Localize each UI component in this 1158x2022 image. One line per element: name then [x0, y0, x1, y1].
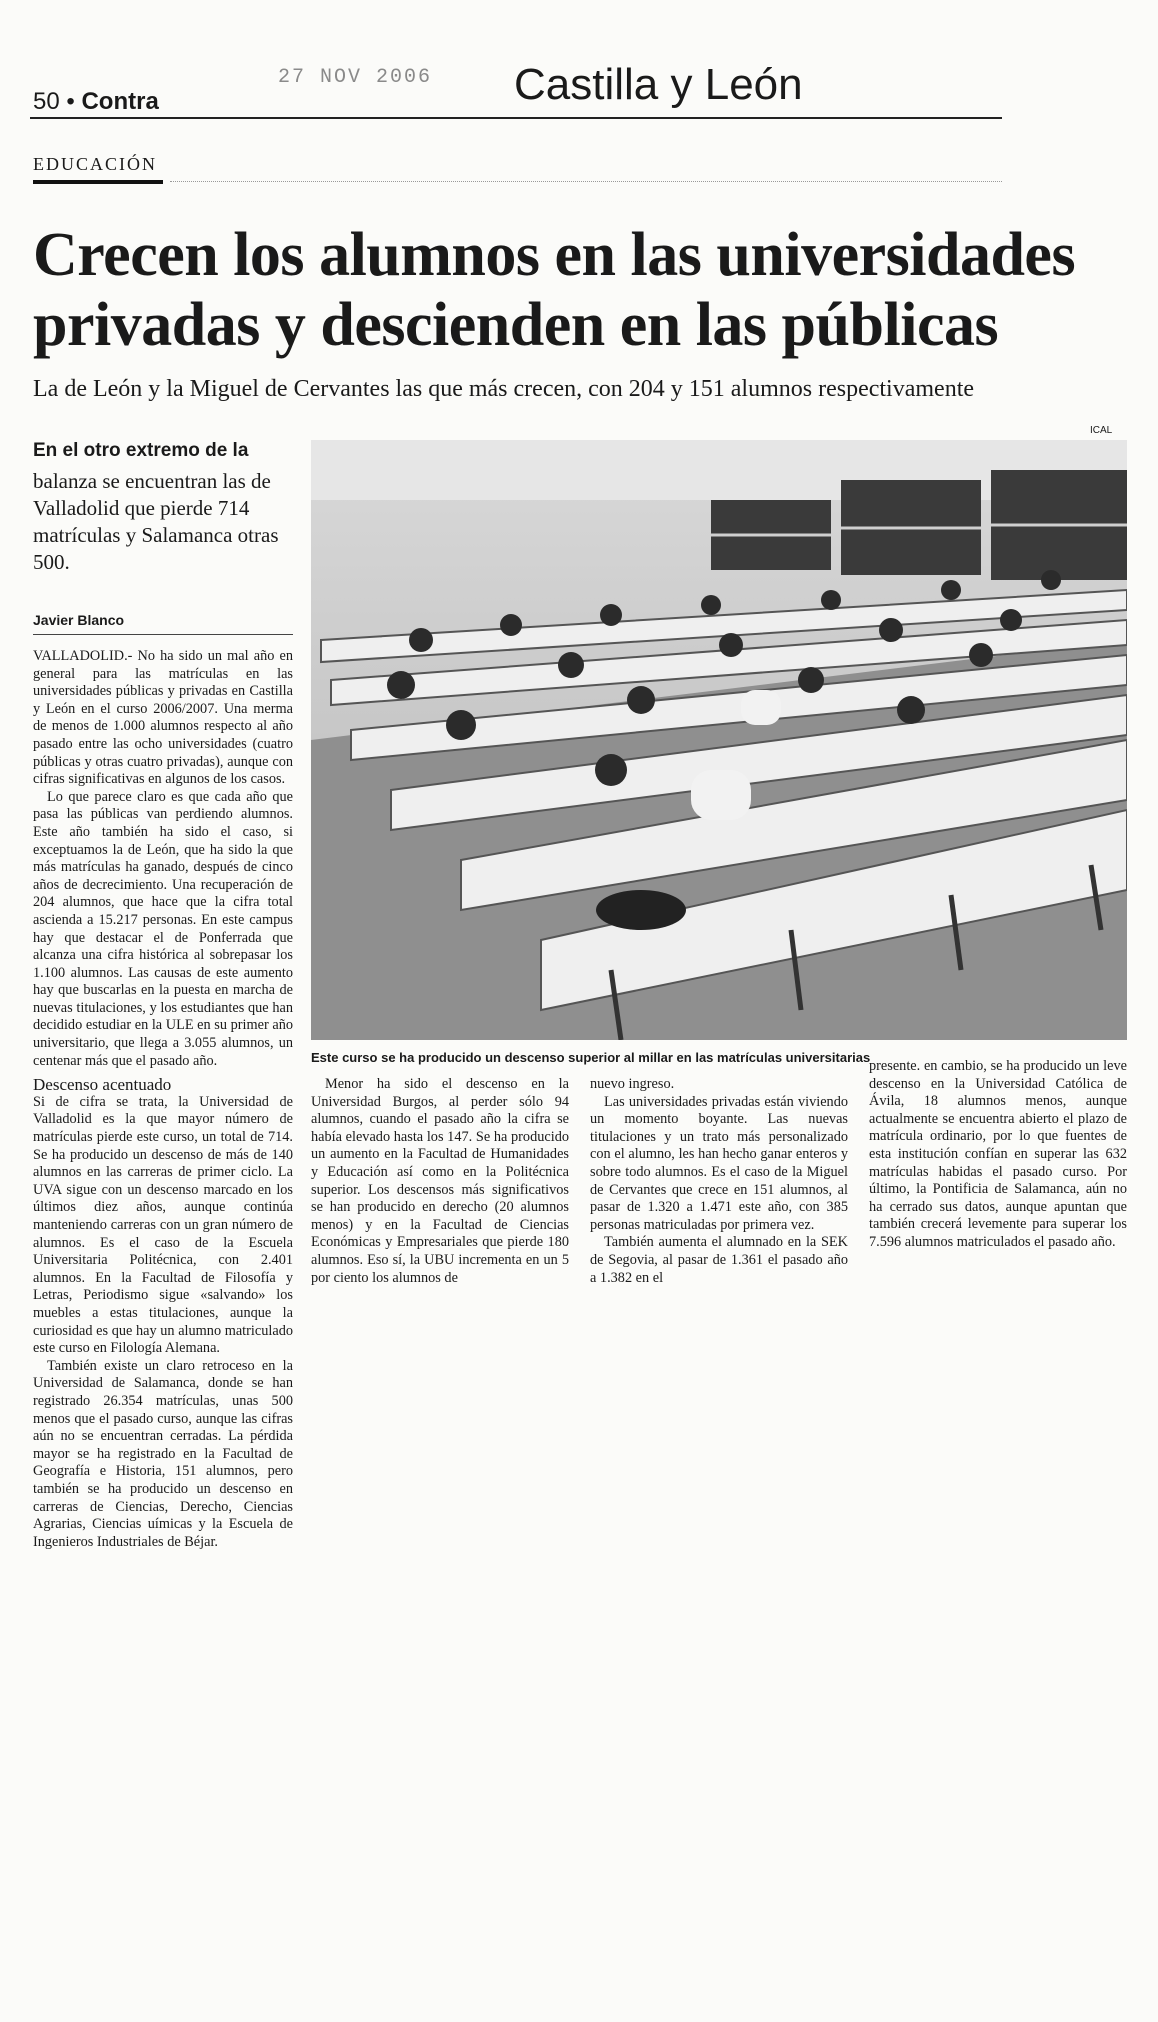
- pullquote-lead: En el otro extremo de la: [33, 440, 249, 461]
- author-rule: [33, 634, 293, 635]
- page-folio: [33, 88, 159, 116]
- paragraph: También existe un claro retroceso en la Universidad de Salamanca, donde se han registrado 26.354 matrículas, unas 500 menos que el pasado curso, aunque las cifras aún no se encuentran cerradas. La pérdida mayor se ha registrado en la Facultad de Geografía e Historia, 151 alumnos, pero también se ha producido un descenso en carreras de Ciencias, Derecho, Ciencias Agrarias, Ciencias uímicas y la Escuela de Ingenieros Industriales de Béjar.: [33, 1357, 293, 1550]
- subhead-descenso: Descenso acentuado: [33, 1075, 172, 1095]
- headline: Crecen los alumnos en las universidades privadas y descienden en las públicas: [33, 221, 1076, 359]
- section-bar: [33, 180, 163, 184]
- pullquote-text: balanza se encuentran las de Valladolid que pierde 714 matrículas y Salamanca otras 500.: [33, 469, 279, 574]
- photo-caption: Este curso se ha producido un descenso superior al millar en las matrículas universitarias: [311, 1050, 871, 1065]
- folio-bullet: •: [66, 88, 75, 115]
- paragraph: Si de cifra se trata, la Universidad de Valladolid es la que mayor número de matrículas pierde este curso, un total de 714. Se ha producido un descenso de más de 140 alumnos en las carreras de primer ciclo. La UVA sigue con un descenso marcado en los últimos diez años, aunque continúa manteniendo carreras con un gran número de alumnos. Es el caso de la Escuela Universitaria Politécnica, con 2.401 alumnos. En la Facultad de Filosofía y Letras, Periodismo sigue «salvando» los muebles a estas titulaciones, aunque la curiosidad es que hay un alumno matriculado este curso en Filología Alemana.: [33, 1093, 293, 1357]
- article-column-3: [590, 1076, 848, 1287]
- classroom-illustration: [311, 440, 1127, 1040]
- section-name: EDUCACIÓN: [33, 154, 157, 174]
- section-dotted-rule: [170, 181, 1002, 182]
- paragraph: nuevo ingreso.: [590, 1076, 675, 1092]
- section-label: Contra: [81, 88, 159, 115]
- photo-credit: ICAL: [1090, 425, 1113, 436]
- header-rule: [30, 117, 1002, 119]
- subheadline: La de León y la Miguel de Cervantes las que más crecen, con 204 y 151 alumnos respectivamente: [33, 376, 975, 402]
- article-column-1: [33, 648, 293, 1551]
- page-number: 50: [33, 88, 60, 115]
- paragraph: Las universidades privadas están viviendo un momento boyante. Las nuevas titulaciones y un trato más personalizado con el alumno, les han hecho ganar enteros y sobre todo alumnos. Es el caso de la Miguel de Cervantes que crece en 151 alumnos, al pasar de 1.320 a 1.471 este año, con 385 personas matriculadas por primera vez.: [590, 1093, 848, 1233]
- article-column-2: [311, 1076, 569, 1287]
- paragraph: También aumenta el alumnado en la SEK de Segovia, al pasar de 1.361 el pasado año a 1.382 en el: [590, 1234, 848, 1286]
- region-title: Castilla y León: [514, 60, 803, 109]
- paragraph: VALLADOLID.- No ha sido un mal año en general para las matrículas en las universidades públicas y privadas en Castilla y León en el curso 2006/2007. Una merma de menos de 1.000 alumnos respecto al año pasado entre las ocho universidades (cuatro públicas y otras cuatro privadas), aunque con cifras significativas en algunos de los casos.: [33, 648, 293, 788]
- classroom-photo: [311, 440, 1127, 1040]
- paragraph: presente. en cambio, se ha producido un leve descenso en la Universidad Católica de Ávila, 18 alumnos menos, aunque actualmente se encuentra abierto el plazo de matrícula ordinario, por lo que fuentes de esta institución confían en superar las 632 matrículas habidas el pasado curso. Por último, la Pontificia de Salamanca, aún no ha cerrado sus datos, aunque apuntan que también crecerá levemente para superar los 7.596 alumnos matriculados el pasado año.: [869, 1058, 1127, 1250]
- article-column-4: [869, 1058, 1127, 1252]
- paragraph: Lo que parece claro es que cada año que pasa las públicas van perdiendo alumnos. Este año también ha sido el caso, si exceptuamos la de León, que ha sido la que más matrículas ha ganado, después de cinco años de decrecimiento. Una recuperación de 204 alumnos, que hace que la cifra total ascienda a 15.217 personas. En este campus hay que destacar el de Ponferrada que alcanza una cifra histórica al sobrepasar los 1.100 alumnos. Las causas de este aumento hay que buscarlas en la puesta en marcha de nuevas titulaciones, y los estudiantes que han decidido estudiar en la ULE en su primer año universitario, que llega a 3.055 alumnos, un centenar más que el pasado año.: [33, 788, 293, 1069]
- date-stamp: 27 NOV 2006: [278, 66, 433, 89]
- author-byline: Javier Blanco: [33, 612, 125, 628]
- paragraph: Menor ha sido el descenso en la Universidad Burgos, al perder sólo 94 alumnos, cuando el pasado año la cifra se había elevado hasta los 147. Se ha producido un aumento en la Facultad de Humanidades y Educación así como en la Politécnica superior. Los descensos más significativos se han producido en derecho (20 alumnos menos) y en la Facultad de Ciencias Económicas y Empresariales que pierde 180 alumnos. Eso sí, la UBU incrementa en un 5 por ciento los alumnos de: [311, 1076, 569, 1286]
